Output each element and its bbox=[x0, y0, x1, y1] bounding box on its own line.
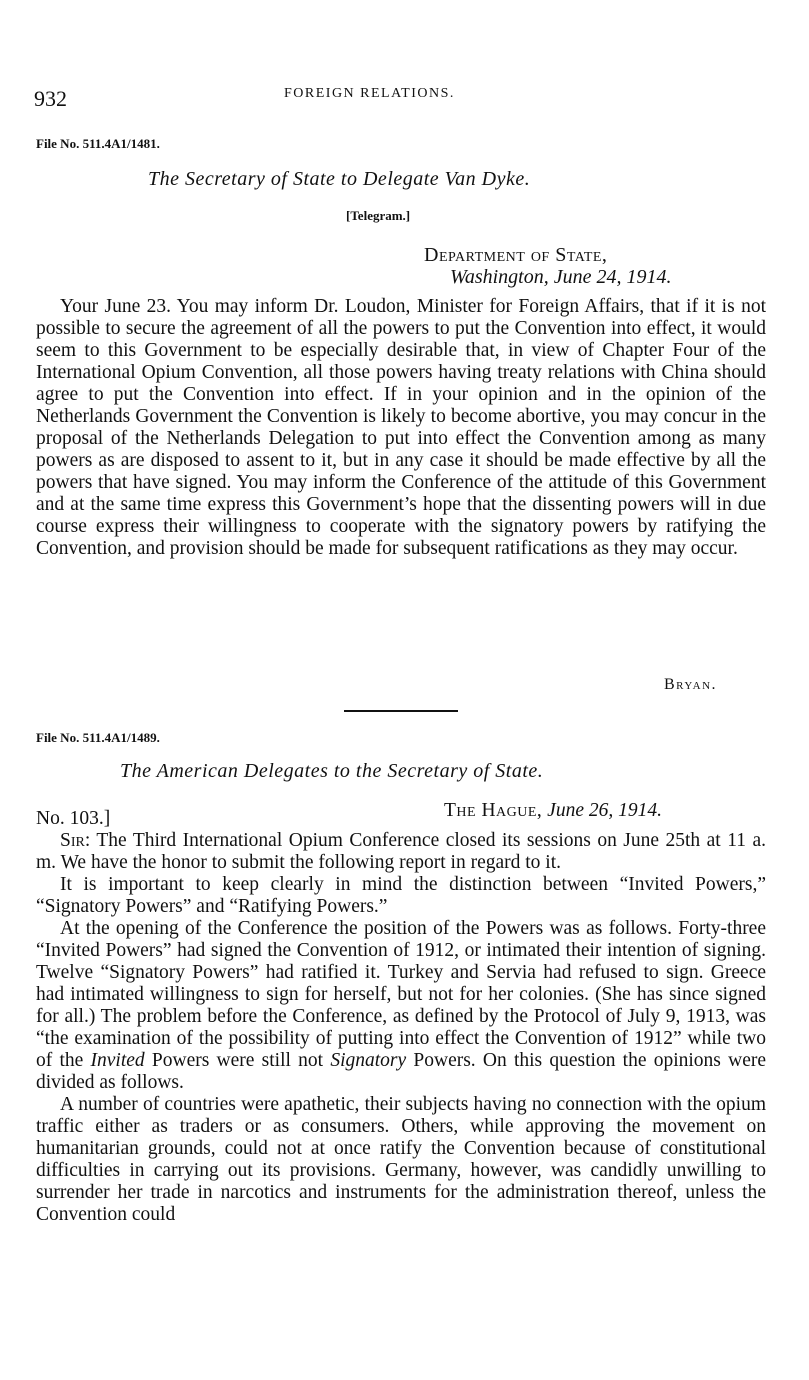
paragraph-text: Powers were still not bbox=[151, 1050, 324, 1071]
report-body bbox=[36, 830, 766, 1226]
paragraph: It is important to keep clearly in mind the distinction between “Invited Powers,” “Signatory Powers” and “Ratifying Powers.” bbox=[36, 874, 766, 917]
paragraph-text: Powers. On this question the opinions were divided as follows. bbox=[36, 1050, 767, 1093]
dateline: Washington, June 24, 1914. bbox=[450, 266, 672, 288]
file-number: File No. 511.4A1/1481. bbox=[36, 136, 160, 151]
emphasis: Invited bbox=[90, 1050, 145, 1071]
paragraph: Your June 23. You may inform Dr. Loudon, Minister for Foreign Affairs, that if it is not possible to secure the agreement of all the powers to put the Convention into effect, it would seem to this Government to be especially desirable that, in view of Chapter Four of the International Opium Convention, all those powers having treaty relations with China should agree to put the Convention into effect. If in your opinion and in the opinion of the Netherlands Government the Convention is likely to become abortive, you may concur in the proposal of the Netherlands Delegation to put into effect the Convention among as many powers as are disposed to assent to it, but in any case it should be made effective by all the powers that have signed. You may inform the Conference of the attitude of this Government and at the same time express this Government’s hope that the dissenting powers will in due course express their willingness to cooperate with the signatory powers by ratifying the Convention, and provision should be made for subsequent ratifications as they may occur. bbox=[36, 296, 766, 559]
dispatch-number: No. 103.] bbox=[36, 808, 111, 829]
letter-title: The American Delegates to the Secretary of State. bbox=[120, 760, 544, 782]
section-divider bbox=[344, 710, 458, 712]
sender-department: Department of State, bbox=[424, 244, 608, 266]
paragraph bbox=[36, 918, 766, 1094]
dateline bbox=[444, 800, 662, 822]
page-number: 932 bbox=[34, 86, 67, 111]
letter-title: The Secretary of State to Delegate Van Dyke. bbox=[148, 168, 531, 190]
document-type-label: [Telegram.] bbox=[346, 208, 411, 223]
date: June 26, 1914. bbox=[547, 800, 662, 821]
paragraph-text: At the opening of the Conference the position of the Powers was as follows. Forty-three “Invited Powers” had signed the Convention of 1912, or intimated their intention of signing. Twelve “Signatory Powers” had ratified it. Turkey and Servia had refused to sign. Greece had intimated willingness to sign for herself, but not for her colonies. (She has since signed for all.) The problem before the Conference, as defined by the Protocol of July 9, 1913, was “the examination of the possibility of putting into effect the Convention of 1912” while two of the bbox=[36, 918, 766, 1071]
emphasis: Signatory bbox=[330, 1050, 407, 1071]
paragraph: A number of countries were apathetic, their subjects having no connection with the opium traffic either as traders or as consumers. Others, while approving the movement on humanitarian grounds, could not at once ratify the Convention because of constitutional difficulties in carrying out its provisions. Germany, however, was candidly unwilling to surrender her trade in narcotics and instruments for the administration thereof, unless the Convention could bbox=[36, 1094, 766, 1225]
paragraph-text: The Third International Opium Conference closed its sessions on June 25th at 11 a. m. We have the honor to submit the following report in regard to it. bbox=[36, 830, 766, 873]
signature: Bryan. bbox=[664, 676, 718, 693]
place: The Hague, bbox=[444, 800, 543, 821]
file-number: File No. 511.4A1/1489. bbox=[36, 730, 160, 745]
salutation: Sir: bbox=[60, 830, 91, 851]
running-title: FOREIGN RELATIONS. bbox=[284, 86, 455, 101]
telegram-body bbox=[36, 296, 766, 560]
paragraph bbox=[36, 830, 766, 874]
